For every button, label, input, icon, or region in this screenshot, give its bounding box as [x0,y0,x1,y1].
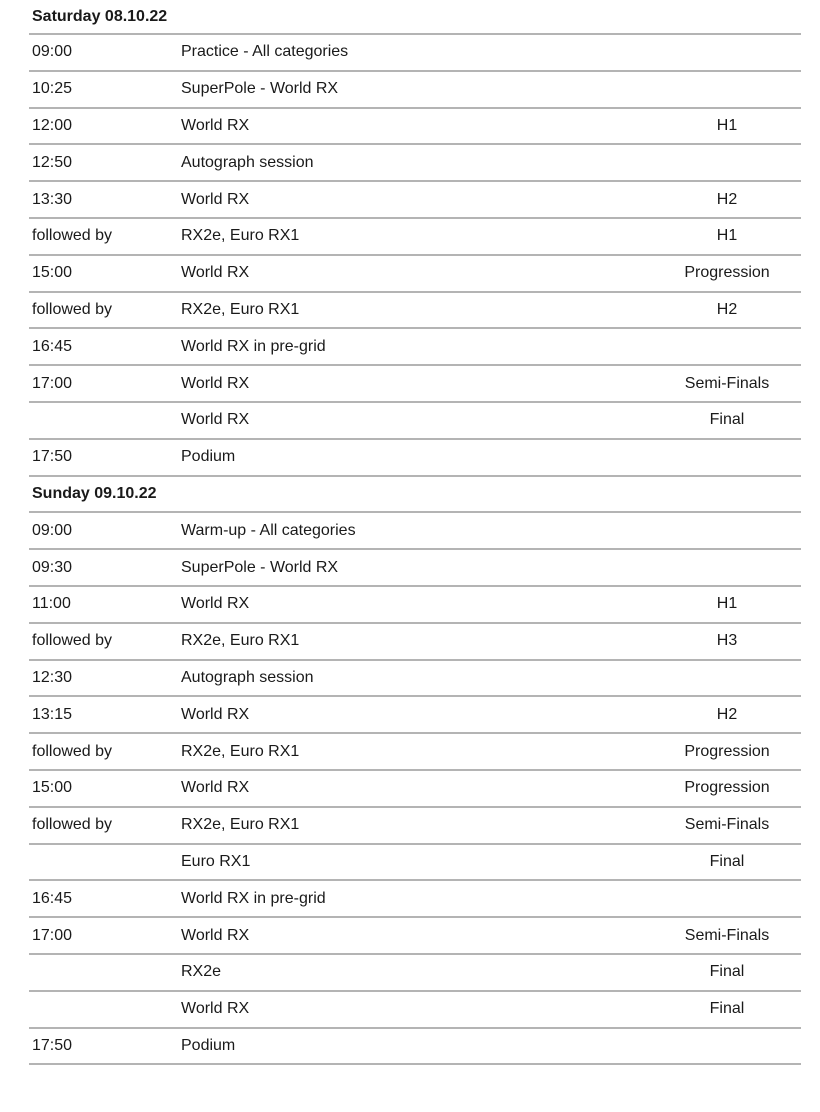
schedule-row [29,513,801,550]
schedule-time: 16:45 [32,337,73,355]
schedule-phase: Final [709,963,745,981]
schedule-event: World RX [181,411,250,429]
schedule-row [29,219,801,256]
schedule-row [29,992,801,1029]
schedule-phase: H1 [716,595,738,613]
schedule-phase: Progression [684,264,770,282]
schedule-time: followed by [32,300,113,318]
schedule-row [29,256,801,293]
schedule-row [29,182,801,219]
day-title: Saturday 08.10.22 [32,7,168,25]
schedule-event: World RX in pre-grid [181,337,326,355]
schedule-event: World RX [181,1000,250,1018]
schedule-time: followed by [32,227,113,245]
schedule-row [29,881,801,918]
schedule-event: Warm-up - All categories [181,521,356,539]
schedule-row [29,145,801,182]
schedule-event: World RX [181,705,250,723]
schedule-event: World RX in pre-grid [181,889,326,907]
schedule-event: Euro RX1 [181,852,251,870]
schedule-event: RX2e, Euro RX1 [181,816,300,834]
schedule-row [29,329,801,366]
schedule-row [29,403,801,440]
schedule-row [29,845,801,882]
schedule-time: 17:00 [32,374,73,392]
schedule-row [29,109,801,146]
schedule-phase: H1 [716,227,738,245]
schedule-time: 13:15 [32,705,73,723]
day-title: Sunday 09.10.22 [32,484,157,502]
day-header [29,0,801,35]
schedule-event: World RX [181,264,250,282]
schedule-time: 10:25 [32,80,73,98]
schedule-event: World RX [181,926,250,944]
schedule-event: SuperPole - World RX [181,558,339,576]
schedule-row [29,771,801,808]
schedule-row [29,293,801,330]
schedule-time: followed by [32,632,113,650]
schedule-row [29,734,801,771]
schedule-time: 15:00 [32,779,73,797]
schedule-time: 16:45 [32,889,73,907]
schedule-event: RX2e, Euro RX1 [181,300,300,318]
schedule-phase: Semi-Finals [684,374,770,392]
schedule-time: 12:00 [32,116,73,134]
schedule-event: World RX [181,595,250,613]
schedule-time: 17:00 [32,926,73,944]
schedule-row [29,1029,801,1066]
schedule-event: Practice - All categories [181,43,349,61]
schedule-event: World RX [181,779,250,797]
schedule-event: Autograph session [181,668,314,686]
schedule-phase: H1 [716,116,738,134]
schedule-row [29,808,801,845]
schedule-row [29,366,801,403]
schedule-time: followed by [32,816,113,834]
schedule-row [29,587,801,624]
schedule-row [29,35,801,72]
schedule-time: 17:50 [32,448,73,466]
schedule-time: followed by [32,742,113,760]
schedule-row [29,440,801,477]
schedule-event: RX2e, Euro RX1 [181,742,300,760]
schedule-time: 12:30 [32,668,73,686]
schedule-time: 11:00 [32,595,71,613]
schedule-time: 09:00 [32,521,73,539]
schedule-phase: Progression [684,742,770,760]
day-header [29,477,801,514]
schedule-event: World RX [181,116,250,134]
schedule-phase: Semi-Finals [684,816,770,834]
schedule-time: 09:30 [32,558,73,576]
schedule-event: World RX [181,190,250,208]
schedule-event: RX2e [181,963,222,981]
schedule-event: Podium [181,1036,236,1054]
schedule-row [29,955,801,992]
schedule-phase: Final [709,411,745,429]
schedule-time: 12:50 [32,153,73,171]
schedule-row [29,697,801,734]
schedule-event: SuperPole - World RX [181,80,339,98]
schedule-event: Podium [181,448,236,466]
schedule-phase: Final [709,852,745,870]
schedule-time: 13:30 [32,190,73,208]
schedule-phase: H3 [716,632,738,650]
schedule-time: 17:50 [32,1036,73,1054]
schedule-row [29,624,801,661]
schedule-event: World RX [181,374,250,392]
schedule-time: 09:00 [32,43,73,61]
event-schedule [29,0,801,1065]
schedule-time: 15:00 [32,264,73,282]
schedule-row [29,72,801,109]
schedule-phase: Progression [684,779,770,797]
schedule-row [29,550,801,587]
schedule-event: RX2e, Euro RX1 [181,227,300,245]
schedule-phase: Final [709,1000,745,1018]
schedule-phase: H2 [716,705,738,723]
schedule-row [29,918,801,955]
schedule-event: RX2e, Euro RX1 [181,632,300,650]
schedule-phase: H2 [716,300,738,318]
schedule-phase: H2 [716,190,738,208]
schedule-row [29,661,801,698]
schedule-event: Autograph session [181,153,314,171]
schedule-phase: Semi-Finals [684,926,770,944]
